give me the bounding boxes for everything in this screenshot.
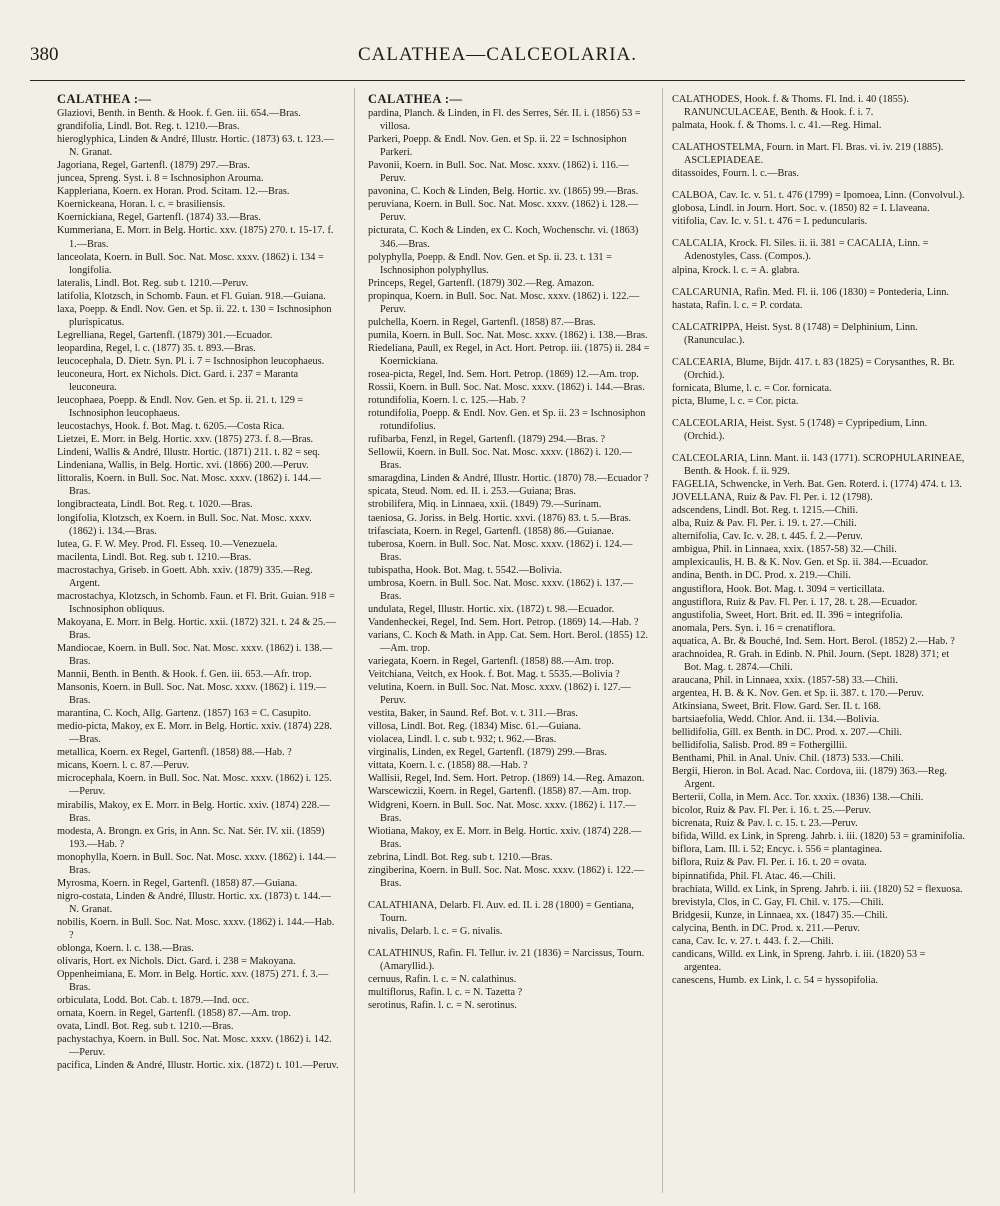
index-entry: bellidifolia, Gill. ex Benth. in DC. Prod. x. 207.—Chili. xyxy=(672,727,902,739)
index-entry: Koernickeana, Horan. l. c. = brasiliensis. xyxy=(57,199,226,211)
index-entry: bicrenata, Ruiz & Pav. l. c. 15. t. 23.—Peruv. xyxy=(672,818,858,830)
index-entry: Wiotiana, Makoy, ex E. Morr. in Belg. Hortic. xxiv. (1874) 228.—Bras. xyxy=(368,825,642,850)
index-entry: biflora, Lam. Ill. i. 52; Encyc. i. 556 = plantaginea. xyxy=(672,844,882,856)
index-entry: tuberosa, Koern. in Bull. Soc. Nat. Mosc. xxxv. (1862) i. 124.—Bras. xyxy=(368,538,633,563)
header-rule xyxy=(30,80,965,81)
index-entry: CALCARUNIA, Rafin. Med. Fl. ii. 106 (1830) = Pontederia, Linn. xyxy=(672,286,949,298)
index-entry: lateralis, Lindl. Bot. Reg. sub t. 1210.—Peruv. xyxy=(57,277,249,289)
index-entry: Veitchiana, Veitch, ex Hook. f. Bot. Mag. t. 5535.—Bolivia ? xyxy=(368,669,620,681)
index-entry: calycina, Benth. in DC. Prod. x. 211.—Peruv. xyxy=(672,922,860,934)
index-entry: rufibarba, Fenzl, in Regel, Gartenfl. (1879) 294.—Bras. ? xyxy=(368,434,606,446)
index-entry: lanceolata, Koern. in Bull. Soc. Nat. Mosc. xxxv. (1862) i. 134 = longifolia. xyxy=(57,251,324,276)
index-entry: polyphylla, Poepp. & Endl. Nov. Gen. et Sp. ii. 23. t. 131 = Ischnosiphon polyphyllus. xyxy=(368,251,612,276)
index-entry: Riedeliana, Paull, ex Regel, in Act. Hort. Petrop. iii. (1875) ii. 284 = Koernickiana. xyxy=(368,342,650,367)
genus-heading: CALATHEA :— xyxy=(57,93,152,106)
index-entry: argentea, H. B. & K. Nov. Gen. et Sp. ii. 387. t. 170.—Peruv. xyxy=(672,687,924,699)
index-entry: arachnoidea, R. Grah. in Edinb. N. Phil. Journ. (Sept. 1828) 371; et Bot. Mag. t. 2874.—Chili. xyxy=(672,648,950,673)
index-entry: leucocephala, D. Dietr. Syn. Pl. i. 7 = Ischnosiphon leucophaeus. xyxy=(57,355,325,367)
index-entry: FAGELIA, Schwencke, in Verh. Bat. Gen. Roterd. i. (1774) 474. t. 13. xyxy=(672,479,962,491)
index-entry: Wallisii, Regel, Ind. Sem. Hort. Petrop. (1869) 14.—Reg. Amazon. xyxy=(368,773,645,785)
index-entry: CALCEARIA, Blume, Bijdr. 417. t. 83 (1825) = Corysanthes, R. Br. (Orchid.). xyxy=(672,356,955,381)
index-entry: Makoyana, E. Morr. in Belg. Hortic. xxii. (1872) 321. t. 24 & 25.—Bras. xyxy=(57,616,336,641)
index-entry: angustiflora, Ruiz & Pav. Fl. Per. i. 17, 28. t. 28.—Ecuador. xyxy=(672,596,918,608)
index-entry: araucana, Phil. in Linnaea, xxix. (1857-58) 33.—Chili. xyxy=(672,674,898,686)
index-entry: CALCEOLARIA, Heist. Syst. 5 (1748) = Cypripedium, Linn. (Orchid.). xyxy=(672,417,928,442)
index-entry: umbrosa, Koern. in Bull. Soc. Nat. Mosc. xxxv. (1862) i. 137.—Bras. xyxy=(368,577,634,602)
index-entry: adscendens, Lindl. Bot. Reg. t. 1215.—Chili. xyxy=(672,505,858,517)
index-entry: microcephala, Koern. in Bull. Soc. Nat. Mosc. xxxv. (1862) i. 125.—Peruv. xyxy=(57,773,332,798)
index-entry: anomala, Pers. Syn. i. 16 = crenatiflora. xyxy=(672,622,836,634)
index-entry: Lindeniana, Wallis, in Belg. Hortic. xvi. (1866) 200.—Peruv. xyxy=(57,460,309,472)
index-entry: Vandenheckei, Regel, Ind. Sem. Hort. Petrop. (1869) 14.—Hab. ? xyxy=(368,616,639,628)
index-entry: Berterii, Colla, in Mem. Acc. Tor. xxxix. (1836) 138.—Chili. xyxy=(672,792,924,804)
index-entry: medio-picta, Makoy, ex E. Morr. in Belg. Hortic. xxiv. (1874) 228.—Bras. xyxy=(57,721,332,746)
index-entry: vittata, Koern. l. c. (1858) 88.—Hab. ? xyxy=(368,760,528,772)
index-entry: lutea, G. F. W. Mey. Prod. Fl. Esseq. 10.—Venezuela. xyxy=(57,538,278,550)
index-entry: Lindeni, Wallis & André, Illustr. Hortic. (1871) 211. t. 82 = seq. xyxy=(57,447,320,459)
index-entry: vitifolia, Cav. Ic. v. 51. t. 476 = I. peduncularis. xyxy=(672,216,868,228)
index-entry: brevistyla, Clos, in C. Gay, Fl. Chil. v. 175.—Chili. xyxy=(672,896,884,908)
text-column-2 xyxy=(368,93,653,1193)
index-entry: Atkinsiana, Sweet, Brit. Flow. Gard. Ser. II. t. 168. xyxy=(672,700,881,712)
index-entry: picturata, C. Koch & Linden, ex C. Koch, Wochenschr. vi. (1863) 346.—Bras. xyxy=(368,225,639,250)
text-column-3 xyxy=(672,93,965,1193)
index-entry: varians, C. Koch & Math. in App. Cat. Sem. Hort. Berol. (1855) 12.—Am. trop. xyxy=(368,629,648,654)
index-entry: Bergii, Hieron. in Bol. Acad. Nac. Cordova, iii. (1879) 363.—Reg. Argent. xyxy=(672,766,947,791)
index-entry: CALBOA, Cav. Ic. v. 51. t. 476 (1799) = Ipomoea, Linn. (Convolvul.). xyxy=(672,190,965,202)
index-entry: globosa, Lindl. in Journ. Hort. Soc. v. (1850) 82 = I. Llaveana. xyxy=(672,203,930,215)
index-entry: virginalis, Linden, ex Regel, Gartenfl. (1879) 299.—Bras. xyxy=(368,747,607,759)
index-entry: variegata, Koern. in Regel, Gartenfl. (1858) 88.—Am. trop. xyxy=(368,656,614,668)
index-entry: juncea, Spreng. Syst. i. 8 = Ischnosiphon Arouma. xyxy=(57,173,264,185)
text-column-1 xyxy=(57,93,339,1193)
index-entry: strobilifera, Miq. in Linnaea, xxii. (1849) 79.—Surinam. xyxy=(368,499,602,511)
index-entry: brachiata, Willd. ex Link, in Spreng. Jahrb. i. iii. (1820) 52 = flexuosa. xyxy=(672,883,963,895)
index-entry: pacifica, Linden & André, Illustr. Hortic. xix. (1872) t. 101.—Peruv. xyxy=(57,1060,339,1072)
index-entry: Glaziovi, Benth. in Benth. & Hook. f. Gen. iii. 654.—Bras. xyxy=(57,108,301,120)
index-entry: Warscewiczii, Koern. in Regel, Gartenfl. (1858) 87.—Am. trop. xyxy=(368,786,632,798)
index-entry: olivaris, Hort. ex Nichols. Dict. Gard. i. 238 = Makoyana. xyxy=(57,956,296,968)
index-entry: spicata, Steud. Nom. ed. II. i. 253.—Guiana; Bras. xyxy=(368,486,576,498)
index-entry: micans, Koern. l. c. 87.—Peruv. xyxy=(57,760,190,772)
index-entry: bicolor, Ruiz & Pav. Fl. Per. i. 16. t. 25.—Peruv. xyxy=(672,805,872,817)
index-entry: Oppenheimiana, E. Morr. in Belg. Hortic. xxv. (1875) 271. f. 3.—Bras. xyxy=(57,969,329,994)
index-entry: rotundifolia, Koern. l. c. 125.—Hab. ? xyxy=(368,395,526,407)
index-entry: Mandiocae, Koern. in Bull. Soc. Nat. Mosc. xxxv. (1862) i. 138.—Bras. xyxy=(57,642,333,668)
index-entry: longifolia, Klotzsch, ex Koern. in Bull. Soc. Nat. Mosc. xxxv. (1862) i. 134.—Bras. xyxy=(57,512,312,537)
index-entry: CALCALIA, Krock. Fl. Siles. ii. ii. 381 = CACALIA, Linn. = Adenostyles, Cass. (Compos.). xyxy=(672,238,929,263)
index-entry: Lietzei, E. Morr. in Belg. Hortic. xxv. (1875) 273. f. 8.—Bras. xyxy=(57,434,314,446)
index-entry: Jagoriana, Regel, Gartenfl. (1879) 297.—Bras. xyxy=(57,160,251,172)
index-entry: Parkeri, Poepp. & Endl. Nov. Gen. et Sp. ii. 22 = Ischnosiphon Parkeri. xyxy=(368,134,627,159)
page-number: 380 xyxy=(30,44,59,65)
index-entry: modesta, A. Brongn. ex Gris, in Ann. Sc. Nat. Sér. IV. xii. (1859) 193.—Hab. ? xyxy=(57,825,325,850)
index-entry: pumila, Koern. in Bull. Soc. Nat. Mosc. xxxv. (1862) i. 138.—Bras. xyxy=(368,329,648,341)
index-entry: villosa, Lindl. Bot. Reg. (1834) Misc. 61.—Guiana. xyxy=(368,721,582,733)
index-entry: andina, Benth. in DC. Prod. x. 219.—Chili. xyxy=(672,570,851,582)
index-entry: pardina, Planch. & Linden, in Fl. des Serres, Sér. II. i. (1856) 53 = villosa. xyxy=(368,108,641,133)
index-entry: Widgreni, Koern. in Bull. Soc. Nat. Mosc. xxxv. (1862) i. 117.—Bras. xyxy=(368,799,636,824)
index-entry: violacea, Lindl. l. c. sub t. 932; t. 962.—Bras. xyxy=(368,734,557,746)
index-entry: rotundifolia, Poepp. & Endl. Nov. Gen. et Sp. ii. 23 = Ischnosiphon rotundifolius. xyxy=(368,408,646,433)
index-entry: marantina, C. Koch, Allg. Gartenz. (1857) 163 = C. Casupito. xyxy=(57,708,312,720)
index-entry: pachystachya, Koern. in Bull. Soc. Nat. Mosc. xxxv. (1862) i. 142.—Peruv. xyxy=(57,1034,332,1059)
index-entry: cana, Cav. Ic. v. 27. t. 443. f. 2.—Chili. xyxy=(672,935,834,947)
index-entry: nivalis, Delarb. l. c. = G. nivalis. xyxy=(368,925,503,937)
index-entry: Princeps, Regel, Gartenfl. (1879) 302.—Reg. Amazon. xyxy=(368,277,595,289)
index-entry: taeniosa, G. Joriss. in Belg. Hortic. xxvi. (1876) 83. t. 5.—Bras. xyxy=(368,512,632,524)
index-entry: zingiberina, Koern. in Bull. Soc. Nat. Mosc. xxxv. (1862) i. 122.—Bras. xyxy=(368,864,644,889)
index-entry: cernuus, Rafin. l. c. = N. calathinus. xyxy=(368,974,517,986)
index-entry: JOVELLANA, Ruiz & Pav. Fl. Per. i. 12 (1798). xyxy=(672,492,873,504)
index-entry: hieroglyphica, Linden & André, Illustr. Hortic. (1873) 63. t. 123.—N. Granat. xyxy=(57,134,334,159)
index-entry: smaragdina, Linden & André, Illustr. Hortic. (1870) 78.—Ecuador ? xyxy=(368,473,649,485)
index-entry: bipinnatifida, Phil. Fl. Atac. 46.—Chili. xyxy=(672,870,836,882)
index-entry: longibracteata, Lindl. Bot. Reg. t. 1020.—Bras. xyxy=(57,499,253,511)
index-entry: bifida, Willd. ex Link, in Spreng. Jahrb. i. iii. (1820) 53 = graminifolia. xyxy=(672,831,965,843)
index-entry: orbiculata, Lodd. Bot. Cab. t. 1879.—Ind. occ. xyxy=(57,995,250,1007)
index-entry: leopardina, Regel, l. c. (1877) 35. t. 893.—Bras. xyxy=(57,342,256,354)
index-entry: pulchella, Koern. in Regel, Gartenfl. (1858) 87.—Bras. xyxy=(368,316,596,328)
index-entry: ambigua, Phil. in Linnaea, xxix. (1857-58) 32.—Chili. xyxy=(672,544,897,556)
index-entry: zebrina, Lindl. Bot. Reg. sub t. 1210.—Bras. xyxy=(368,851,553,863)
index-entry: candicans, Willd. ex Link, in Spreng. Jahrb. i. iii. (1820) 53 = argentea. xyxy=(672,948,926,973)
index-entry: CALATHODES, Hook. f. & Thoms. Fl. Ind. i. 40 (1855). RANUNCULACEAE, Benth. & Hook. f. i. 7. xyxy=(672,94,909,119)
index-entry: monophylla, Koern. in Bull. Soc. Nat. Mosc. xxxv. (1862) i. 144.—Bras. xyxy=(57,851,336,876)
index-entry: Mansonis, Koern. in Bull. Soc. Nat. Mosc. xxxv. (1862) i. 119.—Bras. xyxy=(57,682,327,707)
index-entry: macrostachya, Griseb. in Goett. Abh. xxiv. (1879) 335.—Reg. Argent. xyxy=(57,564,313,589)
index-entry: amplexicaulis, H. B. & K. Nov. Gen. et Sp. ii. 384.—Ecuador. xyxy=(672,557,929,569)
index-entry: bellidifolia, Salisb. Prod. 89 = Fothergillii. xyxy=(672,740,848,752)
index-entry: laxa, Poepp. & Endl. Nov. Gen. et Sp. ii. 22. t. 130 = Ischnosiphon plurispicatus. xyxy=(57,303,332,328)
index-entry: aquatica, A. Br. & Bouché, Ind. Sem. Hort. Berol. (1852) 2.—Hab. ? xyxy=(672,635,955,647)
index-entry: trifasciata, Koern. in Regel, Gartenfl. (1858) 86.—Guianae. xyxy=(368,525,614,537)
index-entry: ditassoides, Fourn. l. c.—Bras. xyxy=(672,168,799,180)
index-entry: macrostachya, Klotzsch, in Schomb. Faun. et Fl. Brit. Guian. 918 = Ischnosiphon obliquus. xyxy=(57,590,335,615)
index-entry: tubispatha, Hook. Bot. Mag. t. 5542.—Bolivia. xyxy=(368,564,562,576)
index-entry: Pavonii, Koern. in Bull. Soc. Nat. Mosc. xxxv. (1862) i. 116.—Peruv. xyxy=(368,160,629,185)
index-entry: pavonina, C. Koch & Linden, Belg. Hortic. xv. (1865) 99.—Bras. xyxy=(368,186,639,198)
index-entry: CALCEOLARIA, Linn. Mant. ii. 143 (1771). SCROPHULARINEAE, Benth. & Hook. f. ii. 929. xyxy=(672,453,965,478)
index-entry: alba, Ruiz & Pav. Fl. Per. i. 19. t. 27.—Chili. xyxy=(672,518,857,530)
index-entry: Rossii, Koern. in Bull. Soc. Nat. Mosc. xxxv. (1862) i. 144.—Bras. xyxy=(368,382,645,394)
index-entry: CALATHINUS, Rafin. Fl. Tellur. iv. 21 (1836) = Narcissus, Tourn. (Amaryllid.). xyxy=(368,948,645,973)
index-entry: peruviana, Koern. in Bull. Soc. Nat. Mosc. xxxv. (1862) i. 128.—Peruv. xyxy=(368,199,639,224)
index-entry: macilenta, Lindl. Bot. Reg. sub t. 1210.—Bras. xyxy=(57,551,252,563)
index-entry: alpina, Krock. l. c. = A. glabra. xyxy=(672,264,800,276)
index-entry: angustifolia, Sweet, Hort. Brit. ed. II. 396 = integrifolia. xyxy=(672,609,903,621)
column-divider xyxy=(662,88,663,1193)
index-entry: nobilis, Koern. in Bull. Soc. Nat. Mosc. xxxv. (1862) i. 144.—Hab. ? xyxy=(57,916,335,941)
index-entry: leuconeura, Hort. ex Nichols. Dict. Gard. i. 237 = Maranta leuconeura. xyxy=(57,368,299,394)
index-entry: Legrelliana, Regel, Gartenfl. (1879) 301.—Ecuador. xyxy=(57,329,273,341)
index-entry: multiflorus, Rafin. l. c. = N. Tazetta ? xyxy=(368,987,523,999)
index-entry: rosea-picta, Regel, Ind. Sem. Hort. Petrop. (1869) 12.—Am. trop. xyxy=(368,368,639,380)
running-title: CALATHEA—CALCEOLARIA. xyxy=(357,44,638,65)
index-entry: alternifolia, Cav. Ic. v. 28. t. 445. f. 2.—Peruv. xyxy=(672,531,863,543)
index-entry: Myrosma, Koern. in Regel, Gartenfl. (1858) 87.—Guiana. xyxy=(57,877,298,889)
genus-heading: CALATHEA :— xyxy=(368,93,463,106)
index-entry: Sellowii, Koern. in Bull. Soc. Nat. Mosc. xxxv. (1862) i. 120.—Bras. xyxy=(368,447,632,472)
index-entry: Kummeriana, E. Morr. in Belg. Hortic. xxv. (1875) 270. t. 15-17. f. 1.—Bras. xyxy=(57,225,334,250)
index-entry: propinqua, Koern. in Bull. Soc. Nat. Mosc. xxxv. (1862) i. 122.—Peruv. xyxy=(368,290,640,315)
index-entry: velutina, Koern. in Bull. Soc. Nat. Mosc. xxxv. (1862) i. 127.—Peruv. xyxy=(368,682,631,707)
index-entry: leucostachys, Hook. f. Bot. Mag. t. 6205.—Costa Rica. xyxy=(57,421,285,433)
index-entry: undulata, Regel, Illustr. Hortic. xix. (1872) t. 98.—Ecuador. xyxy=(368,603,615,615)
index-entry: latifolia, Klotzsch, in Schomb. Faun. et Fl. Guian. 918.—Guiana. xyxy=(57,290,326,302)
column-divider xyxy=(354,88,355,1193)
index-entry: ovata, Lindl. Bot. Reg. sub t. 1210.—Bras. xyxy=(57,1021,234,1033)
index-entry: CALATHIANA, Delarb. Fl. Auv. ed. II. i. 28 (1800) = Gentiana, Tourn. xyxy=(368,899,634,924)
index-entry: canescens, Humb. ex Link, l. c. 54 = hyssopifolia. xyxy=(672,974,878,986)
index-entry: palmata, Hook. f. & Thoms. l. c. 41.—Reg. Himal. xyxy=(672,120,882,132)
index-entry: Koernickiana, Regel, Gartenfl. (1874) 33.—Bras. xyxy=(57,212,261,224)
index-entry: picta, Blume, l. c. = Cor. picta. xyxy=(672,395,799,407)
index-entry: angustiflora, Hook. Bot. Mag. t. 3094 = verticillata. xyxy=(672,583,885,595)
index-entry: Mannii, Benth. in Benth. & Hook. f. Gen. iii. 653.—Afr. trop. xyxy=(57,669,312,681)
index-entry: biflora, Ruiz & Pav. Fl. Per. i. 16. t. 20 = ovata. xyxy=(672,857,867,869)
index-entry: leucophaea, Poepp. & Endl. Nov. Gen. et Sp. ii. 21. t. 129 = Ischnosiphon leucophaeus. xyxy=(57,395,304,420)
index-entry: Bridgesii, Kunze, in Linnaea, xx. (1847) 35.—Chili. xyxy=(672,909,888,921)
index-entry: nigro-costata, Linden & André, Illustr. Hortic. xx. (1873) t. 144.—N. Granat. xyxy=(57,890,331,915)
index-entry: grandifolia, Lindl. Bot. Reg. t. 1210.—Bras. xyxy=(57,121,240,133)
index-entry: oblonga, Koern. l. c. 138.—Bras. xyxy=(57,943,194,955)
index-entry: bartsiaefolia, Wedd. Chlor. And. ii. 134.—Bolivia. xyxy=(672,713,880,725)
index-entry: metallica, Koern. ex Regel, Gartenfl. (1858) 88.—Hab. ? xyxy=(57,747,292,759)
index-entry: hastata, Rafin. l. c. = P. cordata. xyxy=(672,299,803,311)
index-entry: mirabilis, Makoy, ex E. Morr. in Belg. Hortic. xxiv. (1874) 228.—Bras. xyxy=(57,799,330,824)
index-entry: littoralis, Koern. in Bull. Soc. Nat. Mosc. xxxv. (1862) i. 144.—Bras. xyxy=(57,473,321,498)
index-entry: CALCATRIPPA, Heist. Syst. 8 (1748) = Delphinium, Linn. (Ranunculac.). xyxy=(672,321,918,346)
page-header xyxy=(30,44,965,78)
index-entry: CALATHOSTELMA, Fourn. in Mart. Fl. Bras. vi. iv. 219 (1885). ASCLEPIADEAE. xyxy=(672,142,944,167)
index-entry: Benthami, Phil. in Anal. Univ. Chil. (1873) 533.—Chili. xyxy=(672,753,904,765)
index-entry: Kappleriana, Koern. ex Horan. Prod. Scitam. 12.—Bras. xyxy=(57,186,290,198)
index-entry: serotinus, Rafin. l. c. = N. serotinus. xyxy=(368,1000,517,1012)
index-entry: ornata, Koern. in Regel, Gartenfl. (1858) 87.—Am. trop. xyxy=(57,1008,291,1020)
index-entry: vestita, Baker, in Saund. Ref. Bot. v. t. 311.—Bras. xyxy=(368,708,578,720)
index-entry: fornicata, Blume, l. c. = Cor. fornicata. xyxy=(672,382,832,394)
